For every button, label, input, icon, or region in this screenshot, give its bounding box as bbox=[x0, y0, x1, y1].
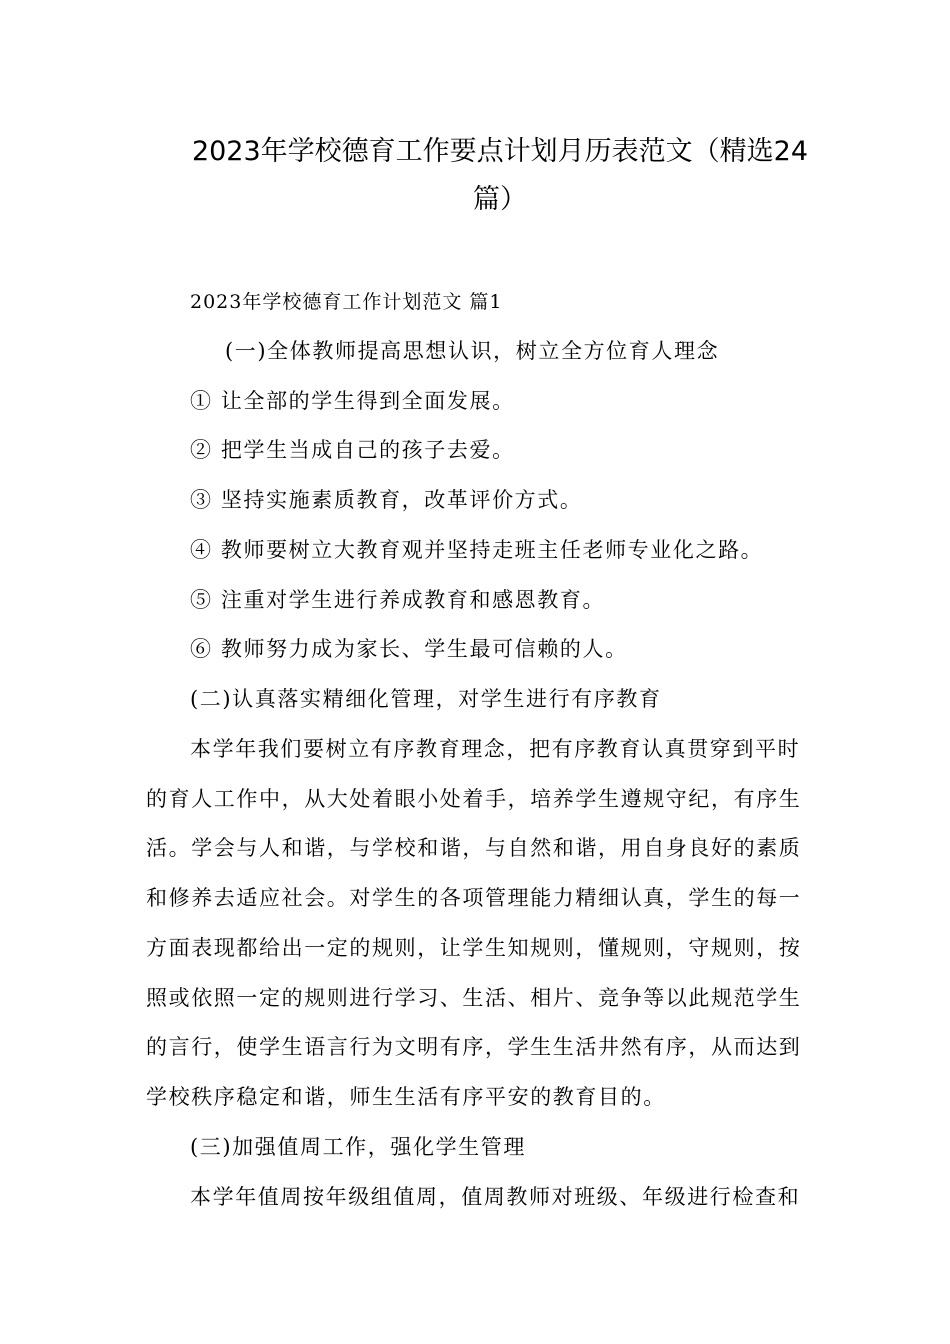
paragraph-line: 方面表现都给出一定的规则，让学生知规则，懂规则，守规则，按 bbox=[146, 936, 802, 960]
document-title-line-1: 2023年学校德育工作要点计划月历表范文（精选24 bbox=[191, 136, 809, 167]
paragraph-line: 本学年值周按年级组值周，值周教师对班级、年级进行检查和 bbox=[190, 1185, 801, 1209]
paragraph-line: 照或依照一定的规则进行学习、生活、相片、竞争等以此规范学生 bbox=[146, 986, 802, 1010]
list-item: ④ 教师要树立大教育观并坚持走班主任老师专业化之路。 bbox=[190, 538, 764, 562]
paragraph-line: 活。学会与人和谐，与学校和谐，与自然和谐，用自身良好的素质 bbox=[146, 836, 802, 860]
paragraph-line: 的言行，使学生语言行为文明有序，学生生活井然有序，从而达到 bbox=[146, 1035, 802, 1059]
document-title-line-2: 篇） bbox=[473, 184, 527, 215]
paragraph-line: 本学年我们要树立有序教育理念，把有序教育认真贯穿到平时 bbox=[190, 737, 801, 761]
paragraph-line: 的育人工作中，从大处着眼小处着手，培养学生遵规守纪，有序生 bbox=[146, 787, 802, 811]
heading-1: (一)全体教师提高思想认识，树立全方位育人理念 bbox=[225, 339, 720, 363]
list-item: ⑤ 注重对学生进行养成教育和感恩教育。 bbox=[190, 588, 606, 612]
list-item: ⑥ 教师努力成为家长、学生最可信赖的人。 bbox=[190, 637, 628, 661]
heading-2: (二)认真落实精细化管理，对学生进行有序教育 bbox=[190, 687, 662, 711]
list-item: ② 把学生当成自己的孩子去爱。 bbox=[190, 438, 515, 462]
list-item: ① 让全部的学生得到全面发展。 bbox=[190, 389, 515, 413]
paragraph-line: 和修养去适应社会。对学生的各项管理能力精细认真，学生的每一 bbox=[146, 886, 802, 910]
list-item: ③ 坚持实施素质教育，改革评价方式。 bbox=[190, 488, 583, 512]
section-title: 2023年学校德育工作计划范文 篇1 bbox=[190, 291, 503, 313]
paragraph-line: 学校秩序稳定和谐，师生生活有序平安的教育目的。 bbox=[146, 1085, 666, 1109]
heading-3: (三)加强值周工作，强化学生管理 bbox=[190, 1135, 526, 1159]
